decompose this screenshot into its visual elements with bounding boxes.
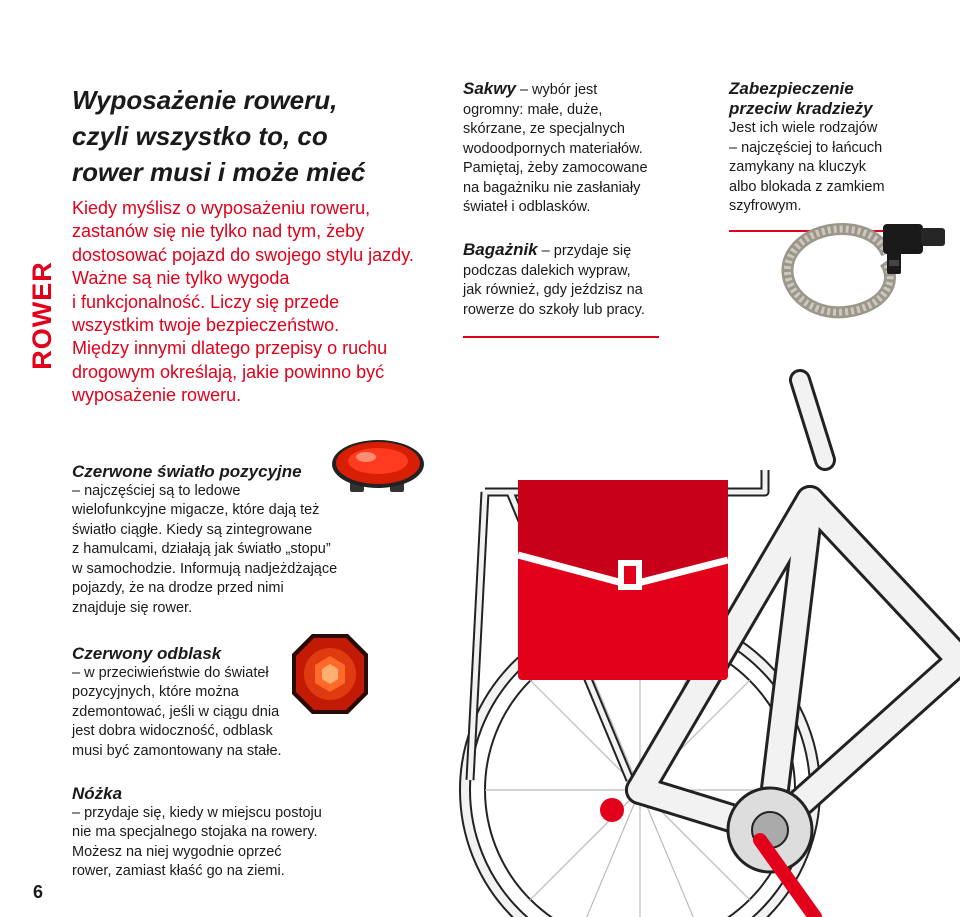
feature-line: – przydaje się, kiedy w miejscu postoju [72,804,322,821]
feature-heading: Sakwy [463,79,516,98]
feature-line: Pamiętaj, żeby zamocowane [463,160,648,176]
intro-line: Ważne są nie tylko wygoda [72,268,290,289]
intro-line: Między innymi dlatego przepisy o ruchu [72,338,388,359]
reflector-icon [290,632,370,716]
feature-line: podczas dalekich wypraw, [463,262,631,279]
feature-heading: Czerwone światło pozycyjne [72,462,302,481]
feature-line: wodoodpornych materiałów. [463,140,643,157]
feature-line: skórzane, ze specjalnych [463,121,625,137]
feature-nozka [72,784,322,882]
section-label-text: ROWER [26,260,57,370]
feature-line: zdemontować, jeśli w ciągu dnia [72,703,280,720]
feature-line: w samochodzie. Informują nadjeżdżające [72,560,338,577]
feature-line: pojazdy, że na drodze przed nimi [72,580,284,596]
feature-line: światło ciągłe. Kiedy są zintegrowane [72,521,313,538]
feature-line: wielofunkcyjne migacze, które dają też [72,502,320,518]
feature-heading: Czerwony odblask [72,644,222,663]
title-line: rower musi i może mieć [72,157,366,187]
feature-zabezpieczenie [729,79,885,217]
feature-swiatlo [72,462,337,618]
page-number: 6 [33,882,44,902]
feature-line: zamykany na kluczyk [729,159,866,175]
feature-odblask [72,644,282,761]
intro-line: drogowym określają, jakie powinno być [72,361,385,382]
feature-line: – wybór jest [515,82,598,98]
intro-line: i funkcjonalność. Liczy się przede [72,291,340,312]
feature-line: jak również, gdy jeździsz na [463,282,643,298]
feature-line: na bagażniku nie zasłaniały [463,179,641,196]
intro-line: wszystkim twoje bezpieczeństwo. [72,315,340,336]
feature-line: musi być zamontowany na stałe. [72,742,282,759]
intro-line: wyposażenie roweru. [72,385,242,406]
feature-line: albo blokada z zamkiem [729,178,885,195]
intro-line: Kiedy myślisz o wyposażeniu roweru, [72,198,371,218]
feature-line: nie ma specjalnego stojaka na rowery. [72,824,318,840]
feature-heading: Zabezpieczenie [729,79,854,98]
feature-line: Możesz na niej wygodnie oprzeć [72,843,282,860]
title-line: Wyposażenie roweru, [72,85,338,115]
feature-heading: przeciw kradzieży [729,99,873,118]
intro-paragraph [72,197,432,408]
feature-line: ogromny: małe, duże, [463,101,603,118]
feature-line: szyfrowym. [729,198,802,214]
feature-line: z hamulcami, działają jak światło „stopu” [72,541,331,557]
feature-bagaznik [463,240,645,320]
divider [463,336,659,338]
section-label [22,255,62,375]
feature-line: rower, zamiast kłaść go na ziemi. [72,863,285,879]
feature-line: znajduje się rower. [72,599,193,616]
feature-heading: Bagażnik [463,240,538,259]
feature-line: – najczęściej są to ledowe [72,482,241,499]
feature-line: Jest ich wiele rodzajów [729,120,878,136]
page-title [72,82,372,190]
bicycle-illustration [430,360,960,917]
feature-line: – w przeciwieństwie do świateł [72,664,269,681]
feature-line: jest dobra widoczność, odblask [72,723,273,739]
feature-line: – przydaje się [537,243,632,259]
feature-line: – najczęściej to łańcuch [729,139,883,156]
feature-heading: Nóżka [72,784,123,803]
rear-light-icon [330,430,430,505]
intro-line: zastanów się nie tylko nad tym, żeby [72,221,365,242]
feature-line: pozycyjnych, które można [72,684,239,700]
cable-lock-icon [775,212,950,322]
title-line: czyli wszystko to, co [72,121,328,151]
feature-line: rowerze do szkoły lub pracy. [463,301,645,318]
feature-line: świateł i odblasków. [463,199,591,215]
intro-line: dostosować pojazd do swojego stylu jazdy. [72,244,414,265]
feature-sakwy [463,79,648,218]
